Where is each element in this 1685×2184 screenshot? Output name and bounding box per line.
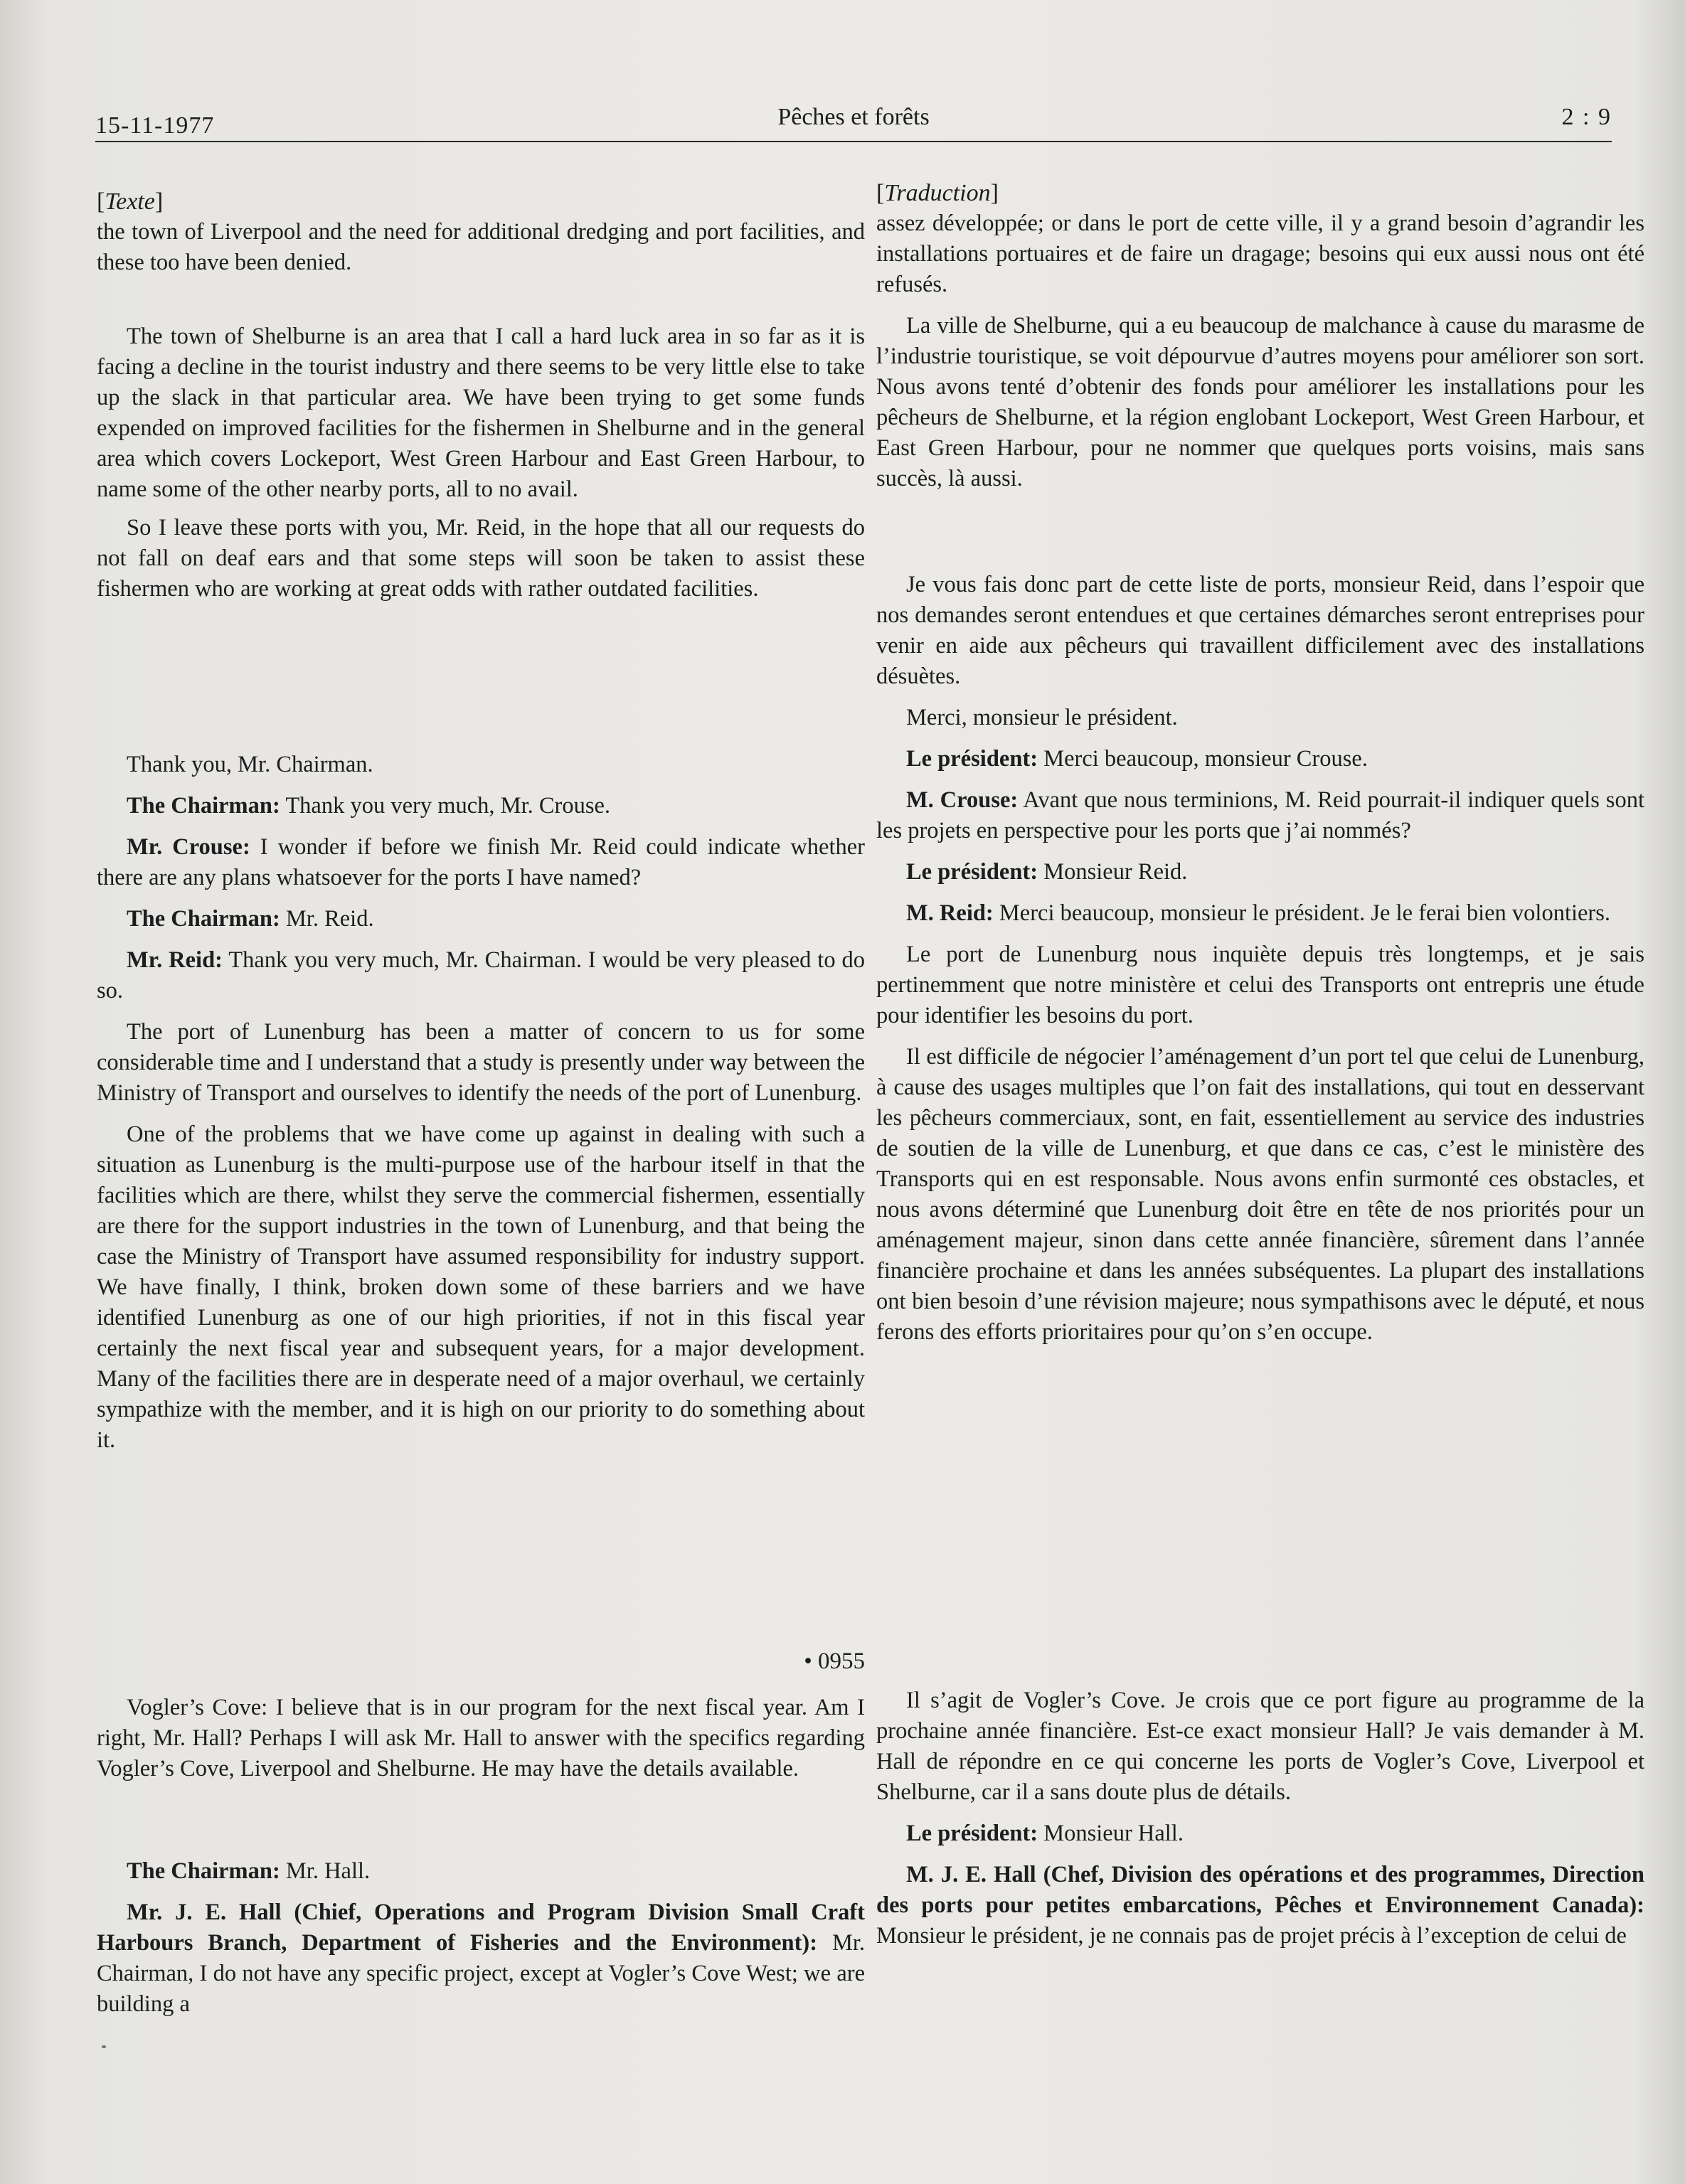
page-header xyxy=(95,98,1612,142)
speaker-reid: Mr. Reid: xyxy=(127,947,223,973)
left-paragraph-12: The Chairman: Mr. Hall. xyxy=(127,1858,371,1884)
right-paragraph-13: M. J. E. Hall (Chef, Division des opérations et des programmes, Direction des ports pour petites embarcations, Pêches et Environnement Canada): Monsieur le président, je ne connais pas de projet précis à l’exception de celui de xyxy=(876,1862,1644,1949)
speaker-crouse: M. Crouse: xyxy=(906,787,1019,813)
left-paragraph-11: Vogler’s Cove: I believe that is in our program for the next fiscal year. Am I right, Mr. Hall? Perhaps I will ask Mr. Hall to answer with the specifics regarding Vogler’s Cove, Liverpool and Shelburne. He may have the details available. xyxy=(97,1695,865,1781)
translation-tag: [Traduction] xyxy=(876,180,999,206)
right-column-block-1 xyxy=(876,178,1644,494)
text-tag: [Texte] xyxy=(97,188,164,215)
left-paragraph-5: The Chairman: Thank you very much, Mr. Crouse. xyxy=(127,793,611,819)
speaker-president: Le président: xyxy=(906,859,1038,885)
left-paragraph-6: Mr. Crouse: I wonder if before we finish Mr. Reid could indicate whether there are any plans whatsoever for the ports I have named? xyxy=(97,834,865,890)
speaker-chairman: The Chairman: xyxy=(127,906,280,932)
right-column-block-3 xyxy=(876,1685,1644,1951)
right-paragraph-9: Le port de Lunenburg nous inquiète depuis très longtemps, et je sais pertinemment que notre ministère et celui des Transports ont entrepris une étude pour identifier les besoins du port. xyxy=(876,942,1644,1028)
speaker-crouse: Mr. Crouse: xyxy=(127,834,250,860)
right-paragraph-5: Le président: Merci beaucoup, monsieur Crouse. xyxy=(906,746,1368,772)
left-column-block-4 xyxy=(97,1693,865,1784)
right-paragraph-6: M. Crouse: Avant que nous terminions, M. Reid pourrait-il indiquer quels sont les projets en perspective pour les ports que j’ai nommés? xyxy=(876,787,1644,843)
left-paragraph-10: One of the problems that we have come up against in dealing with such a situation as Lunenburg is the multi-purpose use of the harbour itself in that the facilities which are there, whilst they serve the commercial fishermen, essentially are there for the support industries in the town of Lunenburg, and that being the case the Ministry of Transport have assumed responsibility for industry support. We have finally, I think, broken down some of these barriers and we have identified Lunenburg as one of our high priorities, if not in this fiscal year certainly the next fiscal year and subsequent years, for a major development. Many of the facilities there are in desperate need of a major overhaul, we certainly sympathize with the member, and it is high on our priority to do something about it. xyxy=(97,1122,865,1453)
left-paragraph-9: The port of Lunenburg has been a matter of concern to us for some considerable time and I understand that a study is presently under way between the Ministry of Transport and ourselves to identify the needs of the port of Lunenburg. xyxy=(97,1019,865,1106)
right-paragraph-4: Merci, monsieur le président. xyxy=(906,705,1178,730)
speaker-chairman: The Chairman: xyxy=(127,793,280,819)
left-paragraph-8: Mr. Reid: Thank you very much, Mr. Chairman. I would be very pleased to do so. xyxy=(97,947,865,1003)
speaker-chairman: The Chairman: xyxy=(127,1858,280,1884)
right-paragraph-2: La ville de Shelburne, qui a eu beaucoup de malchance à cause du marasme de l’industrie touristique, se voit dépourvue d’autres moyens pour améliorer son sort. Nous avons tenté d’obtenir des fonds pour améliorer les installations pour les pêcheurs de Shelburne, et la région englobant Lockeport, West Green Harbour, et East Green Harbour, pour ne nommer que quelques ports voisins, mais sans succès, là aussi. xyxy=(876,313,1644,491)
ink-speck xyxy=(102,2045,106,2048)
speaker-president: Le président: xyxy=(906,1821,1038,1846)
time-marker: • 0955 xyxy=(804,1648,865,1674)
right-paragraph-10: Il est difficile de négocier l’aménagement d’un port tel que celui de Lunenburg, à cause des usages multiples que l’on fait des installations, qui tout en desservant les pêcheurs commerciaux, sont, en fait, essentiellement au service des industries de soutien de la ville de Lunenburg, et que dans ce cas, c’est le ministère des Transports qui en est responsable. Nous avons enfin surmonté ces obstacles, et nous avons déterminé que Lunenburg doit être en tête de nos priorités pour un aménagement majeur, sinon dans cette année financière, sûrement dans l’année financière prochaine et dans les années subséquentes. La plupart des installations ont bien besoin d’une révision majeure; nous sympathisons avec le député, et nous ferons des efforts prioritaires pour qu’on s’en occupe. xyxy=(876,1044,1644,1345)
left-column-block-3 xyxy=(97,750,865,1456)
left-column-block-2 xyxy=(97,321,865,604)
header-date: 15-11-1977 xyxy=(95,112,215,139)
speaker-hall: M. J. E. Hall (Chef, Division des opérations et des programmes, Direction des ports pour petites embarcations, Pêches et Environnement Canada): xyxy=(876,1862,1644,1918)
left-paragraph-7: The Chairman: Mr. Reid. xyxy=(127,906,374,932)
left-column-block-1 xyxy=(97,186,865,278)
right-paragraph-3: Je vous fais donc part de cette liste de ports, monsieur Reid, dans l’espoir que nos demandes seront entendues et que certaines démarches seront entreprises pour venir en aide aux pêcheurs qui travaillent difficilement avec des installations désuètes. xyxy=(876,572,1644,689)
left-paragraph-1: the town of Liverpool and the need for additional dredging and port facilities, and these too have been denied. xyxy=(97,219,865,275)
header-title: Pêches et forêts xyxy=(777,104,930,130)
speaker-hall: Mr. J. E. Hall (Chief, Operations and Program Division Small Craft Harbours Branch, Department of Fisheries and the Environment): xyxy=(97,1900,865,1956)
left-paragraph-13: Mr. J. E. Hall (Chief, Operations and Program Division Small Craft Harbours Branch, Department of Fisheries and the Environment): Mr. Chairman, I do not have any specific project, except at Vogler’s Cove West; we are building a xyxy=(97,1900,865,2017)
speaker-president: Le président: xyxy=(906,746,1038,772)
right-column-block-2 xyxy=(876,570,1644,1348)
left-paragraph-2: The town of Shelburne is an area that I call a hard luck area in so far as it is facing a decline in the tourist industry and there seems to be very little else to take up the slack in that particular area. We have been trying to get some funds expended on improved facilities for the fishermen in Shelburne and in the general area which covers Lockeport, West Green Harbour and East Green Harbour, to name some of the other nearby ports, all to no avail. xyxy=(97,324,865,502)
right-paragraph-7: Le président: Monsieur Reid. xyxy=(906,859,1188,885)
header-page-number: 2 : 9 xyxy=(1561,104,1612,130)
left-column-block-5 xyxy=(97,1856,865,2020)
speaker-reid: M. Reid: xyxy=(906,900,994,926)
right-paragraph-12: Le président: Monsieur Hall. xyxy=(906,1821,1184,1846)
right-paragraph-1: assez développée; or dans le port de cette ville, il y a grand besoin d’agrandir les installations portuaires et de faire un dragage; besoins qui eux aussi nous ont été refusés. xyxy=(876,211,1644,297)
header-rule xyxy=(95,141,1612,142)
left-paragraph-3: So I leave these ports with you, Mr. Reid, in the hope that all our requests do not fall on deaf ears and that some steps will soon be taken to assist these fishermen who are working at great odds with rather outdated facilities. xyxy=(97,515,865,602)
right-paragraph-11: Il s’agit de Vogler’s Cove. Je crois que ce port figure au programme de la prochaine année financière. Est-ce exact monsieur Hall? Je vais demander à M. Hall de répondre en ce qui concerne les ports de Vogler’s Cove, Liverpool et Shelburne, car il a sans doute plus de détails. xyxy=(876,1688,1644,1805)
left-paragraph-4: Thank you, Mr. Chairman. xyxy=(127,752,373,777)
right-paragraph-8: M. Reid: Merci beaucoup, monsieur le président. Je le ferai bien volontiers. xyxy=(906,900,1611,926)
